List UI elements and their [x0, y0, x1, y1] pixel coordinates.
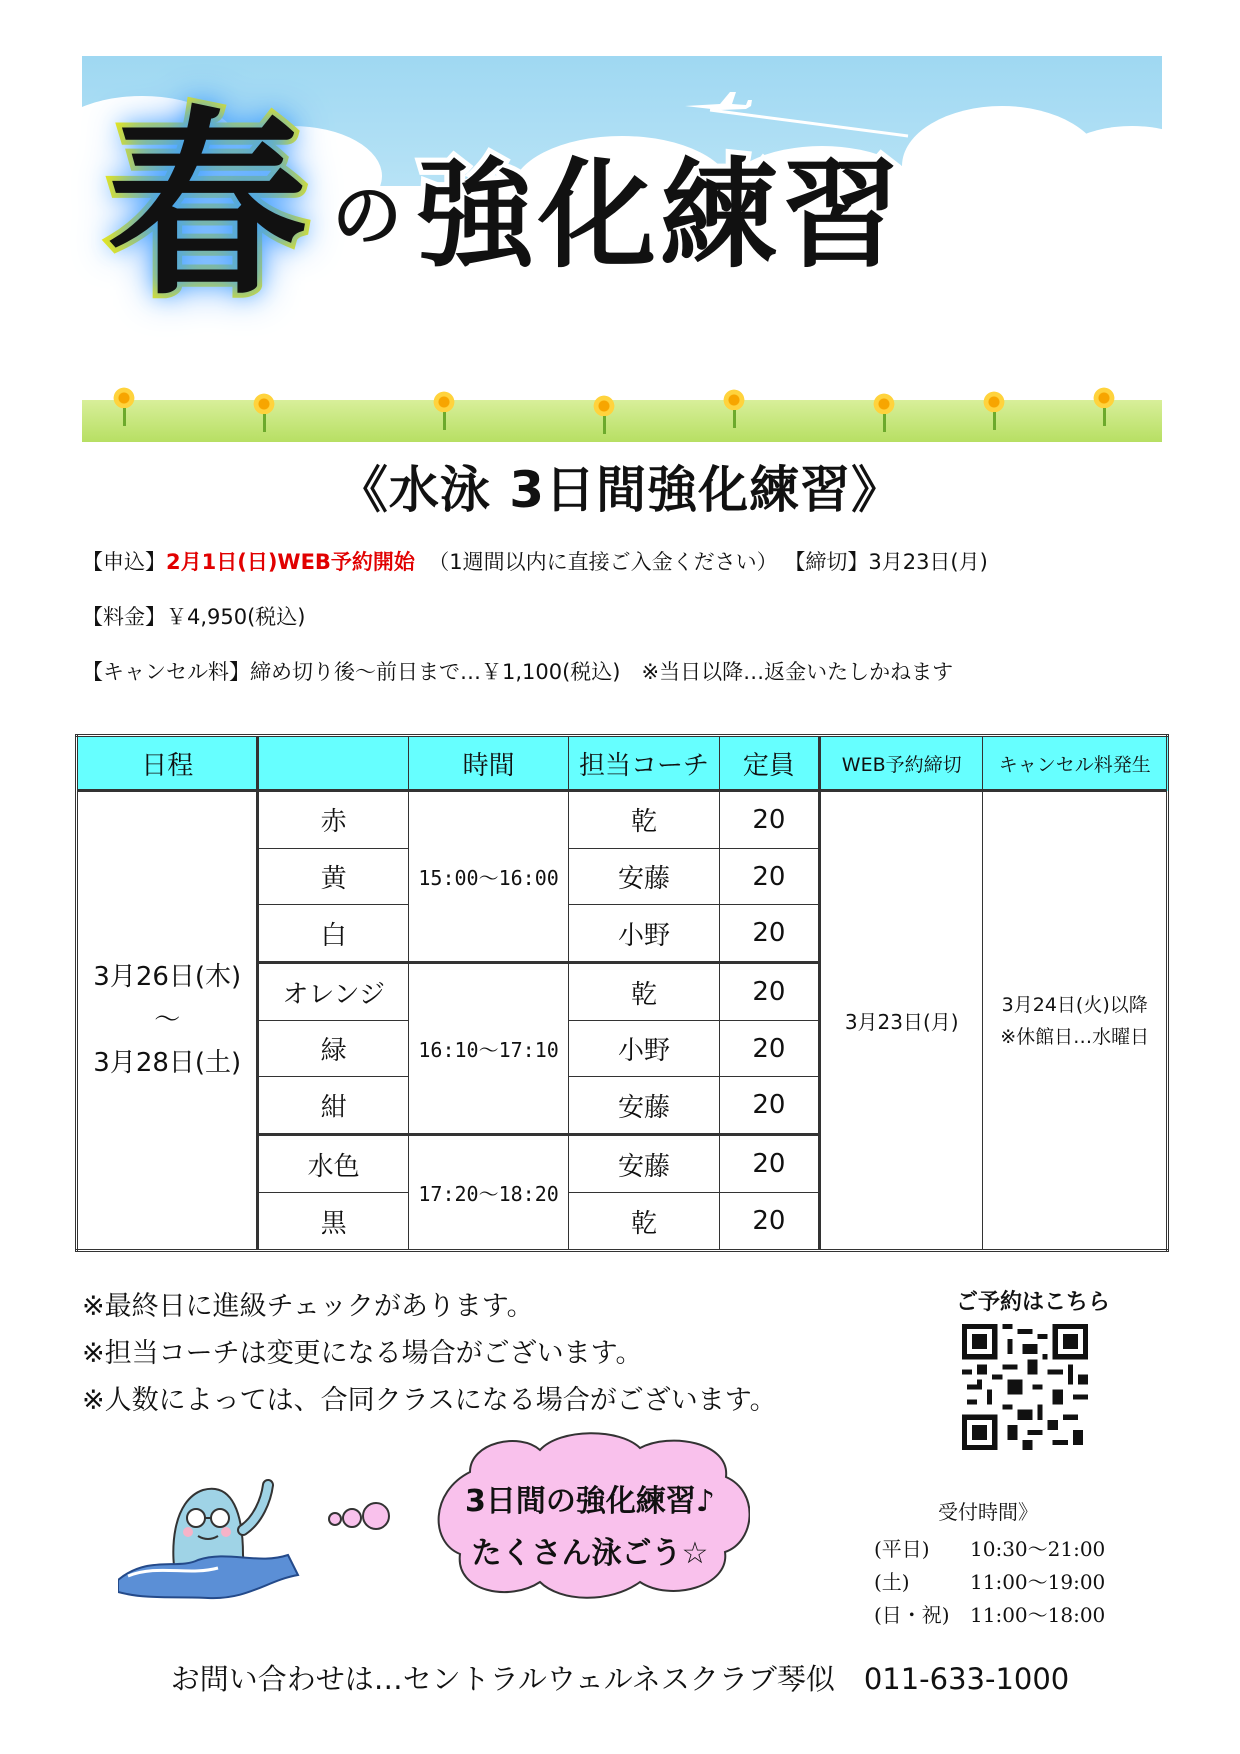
time-slot: 17:20～18:20	[408, 1135, 568, 1251]
header-schedule: 日程	[77, 736, 258, 791]
table-header-row	[77, 736, 1168, 791]
date-start: 3月26日(木)	[93, 962, 242, 992]
apply-note: （1週間以内に直接ご入金ください）	[428, 550, 778, 574]
class-name: 水色	[258, 1135, 408, 1193]
capacity: 20	[719, 963, 819, 1021]
hours-row	[874, 1566, 1105, 1599]
deadline-text: 【締切】3月23日(月)	[784, 550, 988, 574]
coach-name: 安藤	[569, 848, 719, 904]
class-name: 黄	[258, 848, 408, 904]
capacity: 20	[719, 1135, 819, 1193]
class-name: 紺	[258, 1077, 408, 1135]
class-name: 緑	[258, 1020, 408, 1076]
apply-date: 2月1日(日)WEB予約開始	[166, 550, 415, 574]
hours-row	[874, 1533, 1105, 1566]
schedule-dates	[77, 791, 258, 1251]
hours-day: (平日)	[874, 1537, 930, 1561]
notes-list	[82, 1283, 777, 1424]
coach-name: 乾	[569, 1193, 719, 1251]
reception-hours-title: 受付時間》	[938, 1500, 1038, 1524]
cancel-start-value: 3月24日(火)以降	[1001, 993, 1148, 1016]
class-name: 赤	[258, 791, 408, 849]
cancel-start-cell	[983, 791, 1168, 1251]
header-coach: 担当コーチ	[569, 736, 719, 791]
date-end: 3月28日(土)	[93, 1048, 242, 1078]
hours-time: 11:00～18:00	[970, 1603, 1106, 1627]
table-row	[77, 791, 1168, 849]
note-item: ※担当コーチは変更になる場合がございます。	[82, 1338, 643, 1369]
capacity: 20	[719, 791, 819, 849]
coach-name: 小野	[569, 1020, 719, 1076]
mascot-swimmer-illustration	[118, 1460, 308, 1610]
apply-label: 【申込】	[82, 550, 166, 574]
hours-row	[874, 1599, 1105, 1632]
capacity: 20	[719, 1193, 819, 1251]
schedule-table	[75, 734, 1169, 1252]
title-particle: の	[332, 175, 402, 257]
reception-hours	[874, 1496, 1105, 1632]
class-name: 白	[258, 905, 408, 963]
time-slot: 15:00～16:00	[408, 791, 568, 963]
header-capacity: 定員	[719, 736, 819, 791]
capacity: 20	[719, 1077, 819, 1135]
time-slot: 16:10～17:10	[408, 963, 568, 1135]
class-name: オレンジ	[258, 963, 408, 1021]
date-separator: ～	[154, 1005, 181, 1035]
qr-code-icon[interactable]	[962, 1324, 1088, 1450]
speech-bubble	[430, 1432, 750, 1600]
bubble-line-2: たくさん泳ごう☆	[471, 1536, 709, 1571]
apply-line	[82, 546, 988, 576]
title-spring: 春	[106, 90, 307, 323]
header-class	[258, 736, 408, 791]
hours-time: 11:00～19:00	[970, 1570, 1106, 1594]
note-item: ※最終日に進級チェックがあります。	[82, 1291, 534, 1322]
cancel-fee-line: 【キャンセル料】締め切り後～前日まで…￥1,100(税込) ※当日以降…返金いたしかねます	[82, 660, 954, 684]
thought-dot	[362, 1502, 390, 1530]
hours-time: 10:30～21:00	[970, 1537, 1106, 1561]
title-main: 強化練習	[416, 146, 905, 284]
coach-name: 安藤	[569, 1077, 719, 1135]
closed-day-note: ※休館日…水曜日	[1000, 1025, 1150, 1048]
coach-name: 小野	[569, 905, 719, 963]
coach-name: 安藤	[569, 1135, 719, 1193]
qr-label: ご予約はこちら	[956, 1290, 1111, 1315]
capacity: 20	[719, 848, 819, 904]
fee-line: 【料金】￥4,950(税込)	[82, 605, 306, 629]
note-item: ※人数によっては、合同クラスになる場合がございます。	[82, 1385, 777, 1416]
coach-name: 乾	[569, 963, 719, 1021]
header-cancel-fee: キャンセル料発生	[983, 736, 1168, 791]
capacity: 20	[719, 905, 819, 963]
header-web-deadline: WEB予約締切	[820, 736, 983, 791]
capacity: 20	[719, 1020, 819, 1076]
web-deadline-value: 3月23日(月)	[820, 791, 983, 1251]
thought-dot	[342, 1508, 362, 1528]
hours-day: (土)	[874, 1570, 910, 1594]
bubble-line-1: 3日間の強化練習♪	[464, 1484, 716, 1519]
page-subtitle: 《水泳 3日間強化練習》	[337, 461, 903, 519]
class-name: 黒	[258, 1193, 408, 1251]
hours-day: (日・祝)	[874, 1603, 950, 1627]
header-time: 時間	[408, 736, 568, 791]
coach-name: 乾	[569, 791, 719, 849]
thought-dot	[328, 1512, 342, 1526]
contact-line: お問い合わせは…セントラルウェルネスクラブ琴似 011-633-1000	[170, 1662, 1070, 1696]
